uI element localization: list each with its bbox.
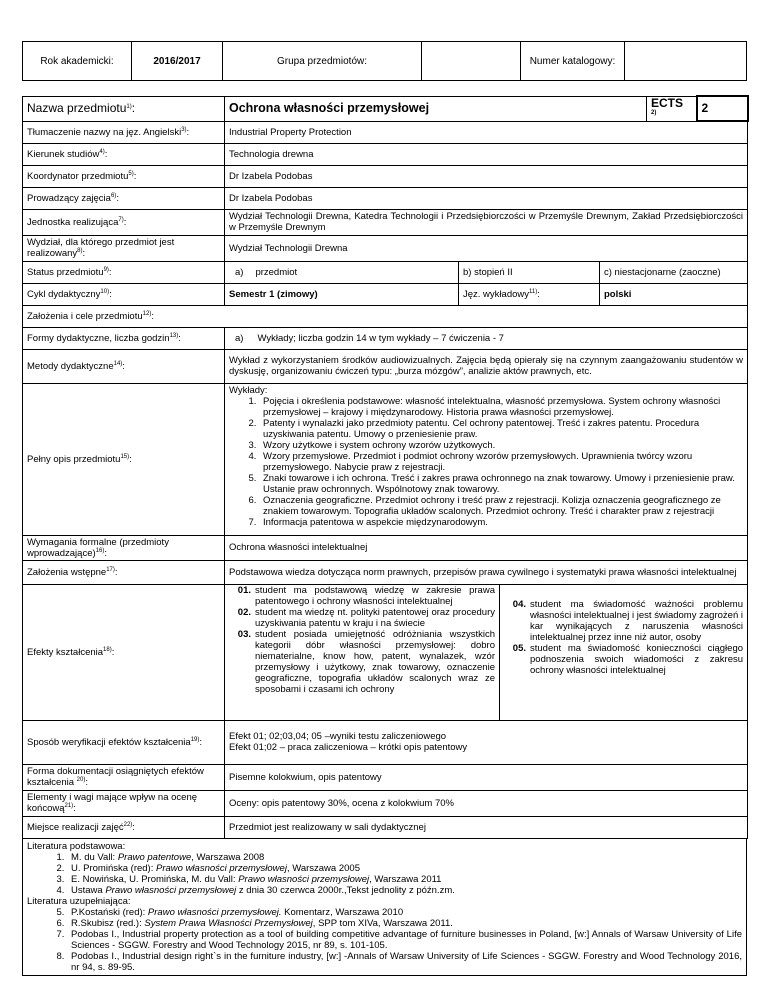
literature-basic-list: [27, 852, 742, 896]
opis-item: 7. Informacja patentowa w aspekcie międzynarodowym.: [259, 517, 743, 528]
miejsce-value: Przedmiot jest realizowany w sali dydaktycznej: [225, 816, 748, 838]
rok-label: Rok akademicki:: [23, 42, 132, 81]
literature-item: 1. M. du Vall: Prawo patentowe, Warszawa 2008: [67, 852, 742, 863]
translation-label: Tłumaczenie nazwy na jęz. Angielski$^{3)}$:: [23, 121, 225, 143]
prowadzacy-value: Dr Izabela Podobas: [225, 187, 748, 209]
literature-item: 7. Podobas I., Industrial property protection as a tool of building competitive advantage of furniture businesses in Poland, [w:] Annals of Warsaw University of Life Sciences - SGGW. Forestry and Wood Technology 2015, nr 89, s. 101-105.: [67, 929, 742, 951]
opis-item: 6. Oznaczenia geograficzne. Przedmiot ochrony i treść praw z rejestracji. Kolizja oznaczenia geograficznego ze znakiem towarowym. Topografia układów scalonych. Przedmiot ochrony. Treść i charakter praw z rejestracji: [259, 495, 743, 517]
grupa-label: Grupa przedmiotów:: [223, 42, 422, 81]
weryfikacja-line1: Efekt 01; 02;03,04; 05 –wyniki testu zaliczeniowego: [229, 731, 447, 742]
efekt-item: 01. student ma podstawową wiedzę w zakresie prawa patentowego i ochrony własności intelektualnej: [237, 584, 495, 607]
forma-dok-value: Pisemne kolokwium, opis patentowy: [225, 764, 748, 790]
numer-value: [625, 42, 747, 81]
translation-value: Industrial Property Protection: [225, 121, 748, 143]
kierunek-label: Kierunek studiów$^{4)}$:: [23, 143, 225, 165]
literature-item: 2. U. Promińska (red): Prawo własności przemysłowej, Warszawa 2005: [67, 863, 742, 874]
zal-wstepne-label: Założenia wstępne$^{17)}$:: [23, 560, 225, 584]
koordynator-value: Dr Izabela Podobas: [225, 165, 748, 187]
wymagania-value: Ochrona własności intelektualnej: [225, 535, 748, 560]
opis-item: 3. Wzory użytkowe i system ochrony wzorów użytkowych.: [259, 440, 743, 451]
jezyk-value: polski: [600, 283, 748, 305]
literature-item: 4. Ustawa Prawo własności przemysłowej z dnia 30 czerwca 2000r.,Tekst jednolity z późn.zm.: [67, 885, 742, 896]
weryfikacja-value: [225, 720, 748, 764]
literature-basic-title: Literatura podstawowa:: [27, 841, 126, 852]
grupa-value: [422, 42, 521, 81]
weryfikacja-label: Sposób weryfikacji efektów kształcenia$^{19)}$:: [23, 720, 225, 764]
zal-wstepne-value: Podstawowa wiedza dotycząca norm prawnych, przepisów prawa cywilnego i systematyki prawa własności intelektualnej: [225, 560, 748, 584]
forma-dok-label: Forma dokumentacji osiągniętych efektów kształcenia $^{20)}$:: [23, 764, 225, 790]
status-label: Status przedmiotu$^{9)}$:: [23, 261, 225, 283]
wymagania-label: Wymagania formalne (przedmioty wprowadzające)$^{16)}$:: [23, 535, 225, 560]
weryfikacja-line2: Efekt 01;02 – praca zaliczeniowa – krótki opis patentowy: [229, 742, 468, 753]
literature-extra-list: [27, 907, 742, 973]
opis-item: 5. Znaki towarowe i ich ochrona. Treść i zakres prawa ochronnego na znak towarowy. Umowy i przeniesienie praw. Ustanie praw ochronnych. Wspólnotowy znak towarowy.: [259, 473, 743, 495]
rok-value: 2016/2017: [132, 42, 223, 81]
miejsce-label: Miejsce realizacji zajęć$^{22)}$:: [23, 816, 225, 838]
ects-value: 2: [697, 96, 748, 121]
opis-label: Pełny opis przedmiotu$^{15)}$:: [23, 383, 225, 535]
status-c: c) niestacjonarne (zaoczne): [600, 261, 748, 283]
efekt-item: 02. student ma wiedzę nt. polityki patentowej oraz procedury uzyskiwania patentu w kraju i na świecie: [237, 606, 495, 629]
koordynator-label: Koordynator przedmiotu$^{5)}$:: [23, 165, 225, 187]
prowadzacy-label: Prowadzący zajęcia$^{6)}$:: [23, 187, 225, 209]
literature-extra-title: Literatura uzupełniająca:: [27, 896, 131, 907]
metody-label: Metody dydaktyczne$^{14)}$:: [23, 349, 225, 383]
opis-list: [229, 396, 743, 528]
wydzial-value: Wydział Technologii Drewna: [225, 235, 748, 261]
efekt-item: 04. student ma świadomość ważności problemu własności intelektualnej i jest świadomy zagrożeń i kar wynikających z naruszenia własności intelektualnej przez inne niż autor, osoby: [512, 598, 744, 643]
opis-value: [225, 383, 748, 535]
course-name-value: Ochrona własności przemysłowej: [225, 96, 647, 121]
literature-item: 8. Podobas I., Industrial design right`s in the furniture industry, [w:] -Annals of Warsaw University of Life Sciences - SGGW. Forestry and Wood Technology 2016, nr 94, s. 89-95.: [67, 951, 742, 973]
opis-intro: Wykłady:: [229, 384, 268, 396]
ects-label: ECTS $^{2)}$: [647, 96, 697, 121]
status-a: a) przedmiot: [225, 261, 459, 283]
elementy-label: Elementy i wagi mające wpływ na ocenę końcową$^{21)}$:: [23, 790, 225, 816]
formy-label: Formy dydaktyczne, liczba godzin$^{13)}$:: [23, 327, 225, 349]
elementy-value: Oceny: opis patentowy 30%, ocena z kolokwium 70%: [225, 790, 748, 816]
zalozenia-label: Założenia i cele przedmiotu$^{12)}$:: [23, 305, 748, 327]
opis-item: 2. Patenty i wynalazki jako przedmioty patentu. Cel ochrony patentowej. Treść i zakres patentu. Procedura uzyskiwania patentu. Umowy o przeniesienie praw.: [259, 418, 743, 440]
cykl-value: Semestr 1 (zimowy): [225, 283, 459, 305]
efekt-item: 03. student posiada umiejętność odróżniania wszystkich kategorii dóbr własności przemysłowej: dobro niematerialne, know how, patent, wynalazek, wzór przemysłowy i użytkowy, znak towarowy, oznaczenie geograficzne, topografia układów scalonych wraz ze sposobami i czasami ich ochrony: [237, 628, 495, 695]
jednostka-value: Wydział Technologii Drewna, Katedra Technologii i Przedsiębiorczości w Przemyśle Drewnym, Zakład Przedsiębiorczości w Przemyśle Drewnym: [225, 209, 748, 235]
course-name-label: Nazwa przedmiotu$^{1)}$:: [23, 96, 225, 121]
opis-item: 4. Wzory przemysłowe. Przedmiot i podmiot ochrony wzorów przemysłowych. Uprawnienia twórcy wzoru przemysłowego. Nabycie praw z rejestracji.: [259, 451, 743, 473]
opis-item: 1. Pojęcia i określenia podstawowe: własność intelektualna, własność przemysłowa. System ochrony własności przemysłowej – krajowy i międzynarodowy. Historia prawa własności przemysłowej.: [259, 396, 743, 418]
literature-item: 3. E. Nowińska, U. Promińska, M. du Vall: Prawo własności przemysłowej, Warszawa 2011: [67, 874, 742, 885]
efekty-left: [225, 584, 500, 720]
efekty-label: Efekty kształcenia$^{18)}$:: [23, 584, 225, 720]
jednostka-label: Jednostka realizująca$^{7)}$:: [23, 209, 225, 235]
course-table: [22, 95, 749, 839]
literature-item: 6. R.Skubisz (red.): System Prawa Własności Przemysłowej, SPP tom XIVa, Warszawa 2011.: [67, 918, 742, 929]
status-b: b) stopień II: [459, 261, 600, 283]
cykl-label: Cykl dydaktyczny$^{10)}$:: [23, 283, 225, 305]
metody-value: Wykład z wykorzystaniem środków audiowizualnych. Zajęcia będą opierały się na czynnym zaangażowaniu studentów w dyskusję, organizowaniu ćwiczeń typu: „burza mózgów”, analizie aktów prawnych, etc.: [225, 349, 748, 383]
kierunek-value: Technologia drewna: [225, 143, 748, 165]
efekt-item: 05. student ma świadomość konieczności ciągłego podnoszenia swoich wiadomości z zakresu ochrony własności intelektualnej: [512, 642, 744, 676]
literature-box: [22, 839, 747, 976]
numer-label: Numer katalogowy:: [521, 42, 625, 81]
wydzial-label: Wydział, dla którego przedmiot jest realizowany$^{8)}$:: [23, 235, 225, 261]
efekty-right: [500, 584, 748, 720]
header-table: [22, 41, 747, 81]
literature-item: 5. P.Kostański (red): Prawo własności przemysłowej. Komentarz, Warszawa 2010: [67, 907, 742, 918]
formy-value: a) Wykłady; liczba godzin 14 w tym wykłady – 7 ćwiczenia - 7: [225, 327, 748, 349]
jezyk-label: Jęz. wykładowy$^{11)}$:: [459, 283, 600, 305]
